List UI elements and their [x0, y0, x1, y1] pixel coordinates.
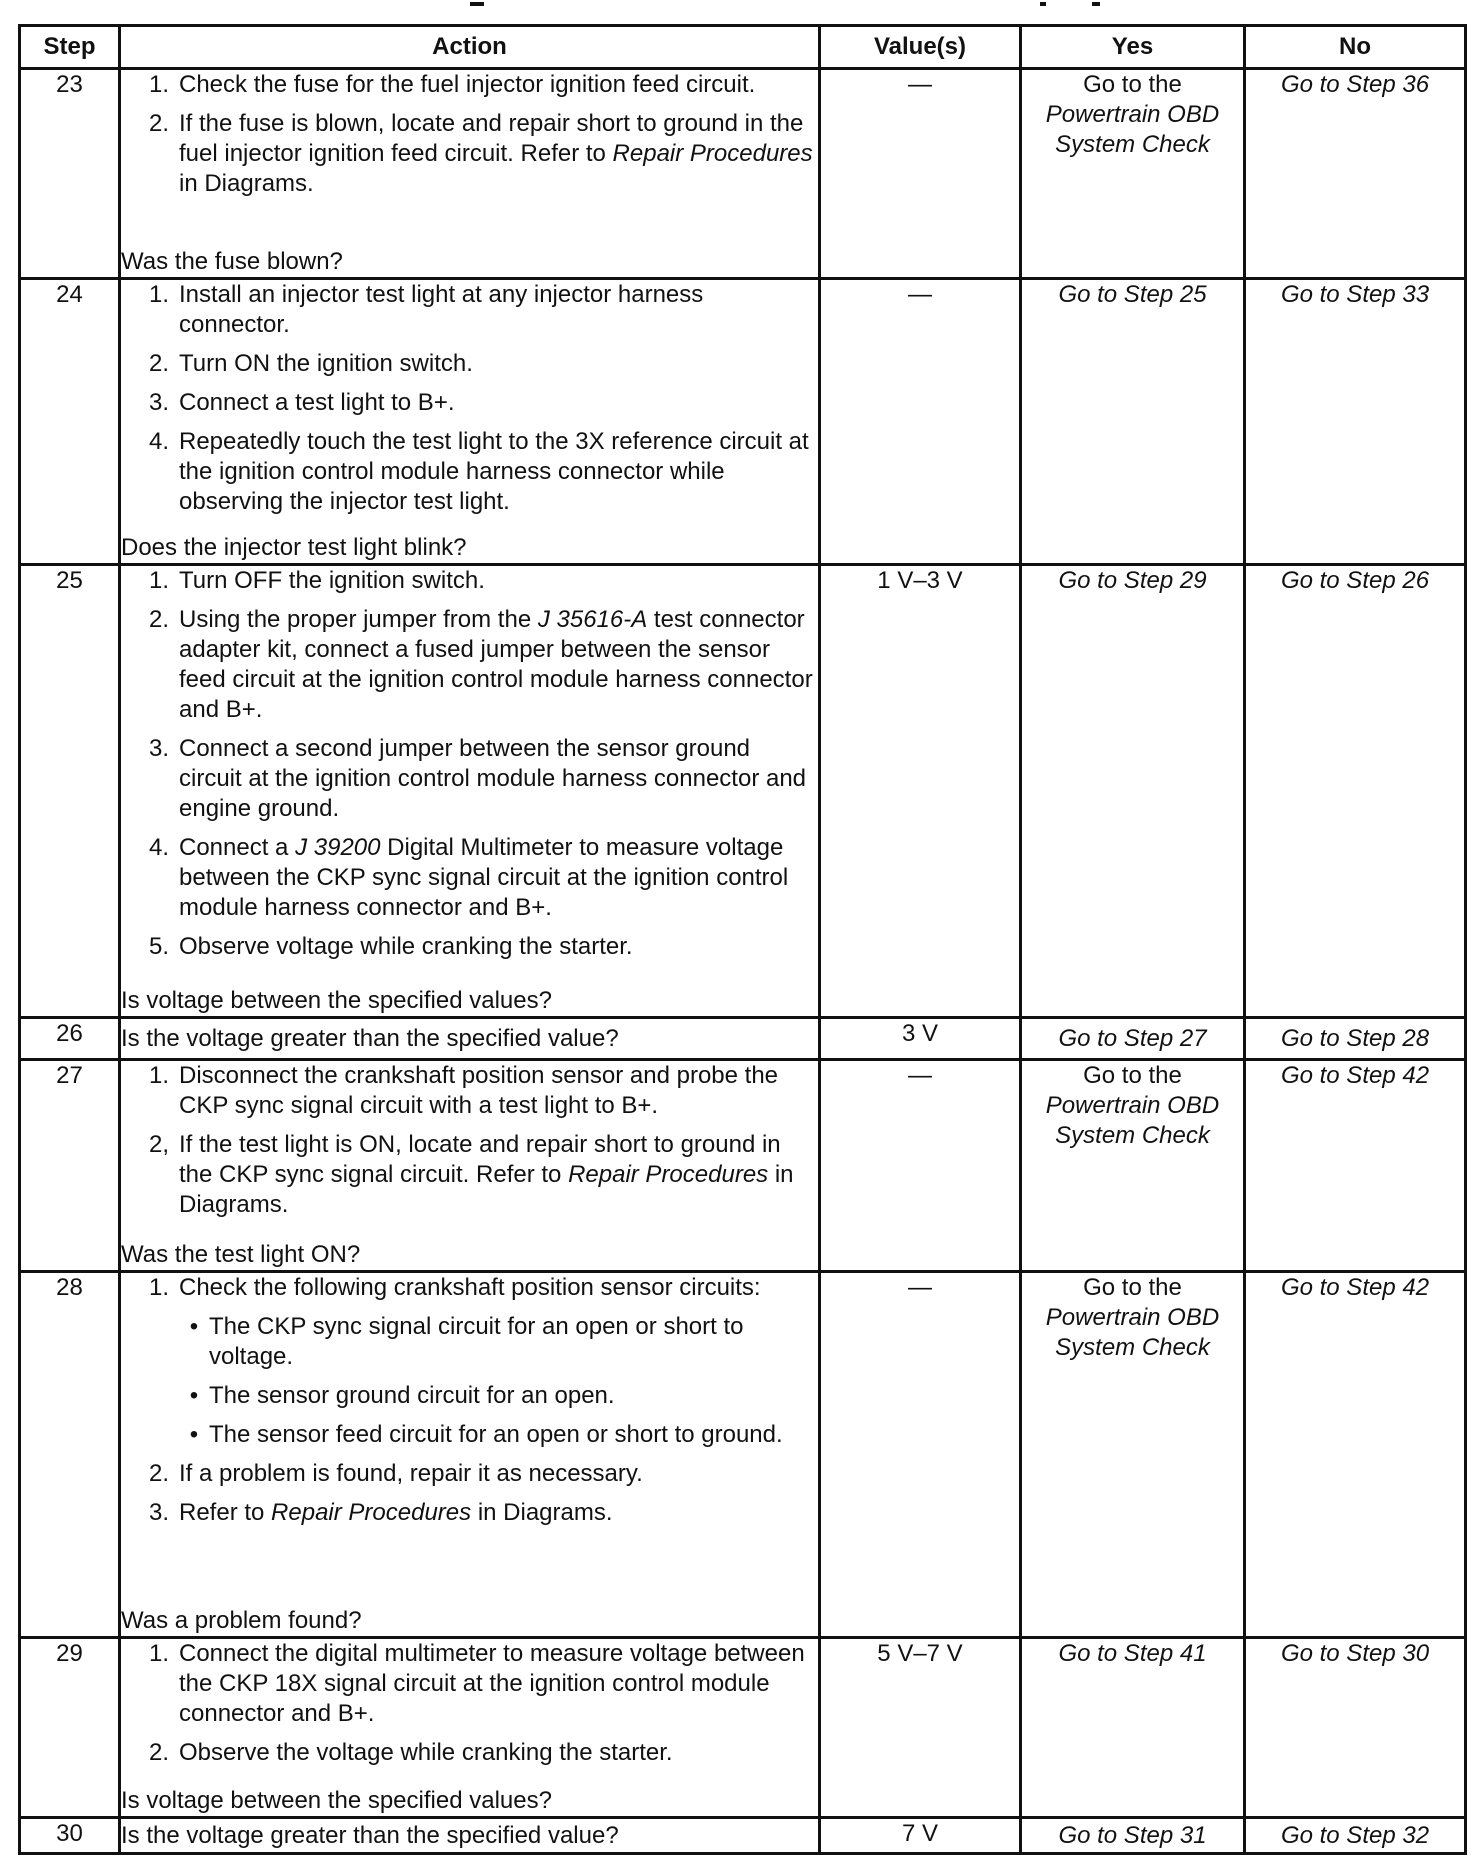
action-question: Was a problem found? — [121, 1607, 362, 1634]
action-item: 2. Using the proper jumper from the J 35616-A test connector adapter kit, connect a fused jumper between the sensor feed circuit at the ignition control module harness connector and B+. — [148, 606, 813, 723]
yes-cell: Go to Step 27 — [1021, 1018, 1245, 1060]
action-item: 2. Observe the voltage while cranking the starter. — [148, 1739, 673, 1766]
header-step: Step — [20, 26, 120, 69]
yes-cell: Go to the Powertrain OBD System Check — [1021, 1060, 1245, 1272]
action-item: 1. Install an injector test light at any injector harness connector. — [148, 281, 704, 338]
action-cell — [120, 1638, 820, 1818]
table-row-step-27 — [20, 1060, 1466, 1272]
action-item: 1. Disconnect the crankshaft position sensor and probe the CKP sync signal circuit with a test light to B+. — [148, 1062, 779, 1119]
action-item: 4. Repeatedly touch the test light to the 3X reference circuit at the ignition control module harness connector while observing the injector test light. — [148, 428, 809, 515]
table-row-step-23 — [20, 69, 1466, 279]
step-number: 23 — [20, 69, 120, 279]
yes-cell: Go to Step 29 — [1021, 565, 1245, 1018]
table-row-step-24 — [20, 279, 1466, 565]
no-cell: Go to Step 42 — [1245, 1060, 1466, 1272]
no-cell: Go to Step 28 — [1245, 1018, 1466, 1060]
value-cell: — — [820, 1272, 1021, 1638]
action-item: 1. Check the following crankshaft position sensor circuits: • The CKP sync signal circuit for an open or short to voltage. • The sensor ground circuit for an open. • The sensor feed circuit for an open or short to ground. — [121, 1273, 818, 1450]
value-cell: 5 V–7 V — [820, 1638, 1021, 1818]
header-values: Value(s) — [820, 26, 1021, 69]
action-question: Is the voltage greater than the specified value? — [121, 1821, 619, 1849]
table-row-step-29 — [20, 1638, 1466, 1818]
step-number: 28 — [20, 1272, 120, 1638]
action-question: Was the fuse blown? — [121, 248, 343, 275]
step-number: 29 — [20, 1638, 120, 1818]
action-question: Is the voltage greater than the specified value? — [121, 1024, 619, 1052]
value-cell: — — [820, 279, 1021, 565]
bullet-item: • The sensor ground circuit for an open. — [189, 1382, 615, 1409]
header-row — [20, 26, 1466, 69]
table-row-step-30 — [20, 1818, 1466, 1854]
action-item: 2, If the test light is ON, locate and repair short to ground in the CKP sync signal circuit. Refer to Repair Procedures in Diagrams. — [148, 1131, 794, 1218]
header-yes: Yes — [1021, 26, 1245, 69]
action-cell — [120, 1272, 820, 1638]
no-cell: Go to Step 36 — [1245, 69, 1466, 279]
action-cell — [120, 279, 820, 565]
table-row-step-28 — [20, 1272, 1466, 1638]
action-item: 1. Check the fuse for the fuel injector ignition feed circuit. — [148, 71, 756, 98]
action-item: 2. Turn ON the ignition switch. — [148, 350, 473, 377]
bullet-list — [179, 1312, 818, 1450]
action-question: Was the test light ON? — [121, 1241, 361, 1268]
no-cell: Go to Step 30 — [1245, 1638, 1466, 1818]
step-number: 26 — [20, 1018, 120, 1060]
action-item: 3. Connect a second jumper between the sensor ground circuit at the ignition control module harness connector and engine ground. — [148, 735, 807, 822]
bullet-item: • The CKP sync signal circuit for an open or short to voltage. — [189, 1313, 744, 1370]
action-item: 1. Connect the digital multimeter to measure voltage between the CKP 18X signal circuit at the ignition control module connector and B+. — [148, 1640, 805, 1727]
action-item: 3. Connect a test light to B+. — [148, 389, 455, 416]
action-item: 5. Observe voltage while cranking the starter. — [148, 933, 633, 960]
action-item: 2. If the fuse is blown, locate and repair short to ground in the fuel injector ignition feed circuit. Refer to Repair Procedures in Diagrams. — [148, 110, 813, 197]
action-item: 3. Refer to Repair Procedures in Diagrams. — [148, 1499, 613, 1526]
action-question: Does the injector test light blink? — [121, 534, 467, 561]
yes-cell: Go to Step 31 — [1021, 1818, 1245, 1854]
yes-cell: Go to the Powertrain OBD System Check — [1021, 69, 1245, 279]
action-item: 2. If a problem is found, repair it as necessary. — [148, 1460, 643, 1487]
no-cell: Go to Step 42 — [1245, 1272, 1466, 1638]
action-cell — [120, 565, 820, 1018]
yes-cell: Go to Step 25 — [1021, 279, 1245, 565]
yes-cell: Go to the Powertrain OBD System Check — [1021, 1272, 1245, 1638]
no-cell: Go to Step 32 — [1245, 1818, 1466, 1854]
header-action: Action — [120, 26, 820, 69]
action-item: 1. Turn OFF the ignition switch. — [148, 567, 485, 594]
yes-cell: Go to Step 41 — [1021, 1638, 1245, 1818]
diagnostic-table — [18, 24, 1467, 1855]
value-cell: 1 V–3 V — [820, 565, 1021, 1018]
value-cell: — — [820, 69, 1021, 279]
action-cell — [120, 1060, 820, 1272]
action-item: 4. Connect a J 39200 Digital Multimeter to measure voltage between the CKP sync signal circuit at the ignition control module harness connector and B+. — [148, 834, 789, 921]
value-cell: — — [820, 1060, 1021, 1272]
value-cell: 7 V — [820, 1818, 1021, 1854]
action-question: Is voltage between the specified values? — [121, 987, 552, 1014]
step-number: 24 — [20, 279, 120, 565]
action-cell — [120, 1018, 820, 1060]
step-number: 27 — [20, 1060, 120, 1272]
table-row-step-26 — [20, 1018, 1466, 1060]
no-cell: Go to Step 33 — [1245, 279, 1466, 565]
step-number: 25 — [20, 565, 120, 1018]
table-row-step-25 — [20, 565, 1466, 1018]
page-top-edge-marks — [0, 0, 1472, 8]
no-cell: Go to Step 26 — [1245, 565, 1466, 1018]
action-cell — [120, 1818, 820, 1854]
action-cell — [120, 69, 820, 279]
step-number: 30 — [20, 1818, 120, 1854]
value-cell: 3 V — [820, 1018, 1021, 1060]
header-no: No — [1245, 26, 1466, 69]
bullet-item: • The sensor feed circuit for an open or short to ground. — [189, 1421, 783, 1448]
action-question: Is voltage between the specified values? — [121, 1787, 552, 1814]
